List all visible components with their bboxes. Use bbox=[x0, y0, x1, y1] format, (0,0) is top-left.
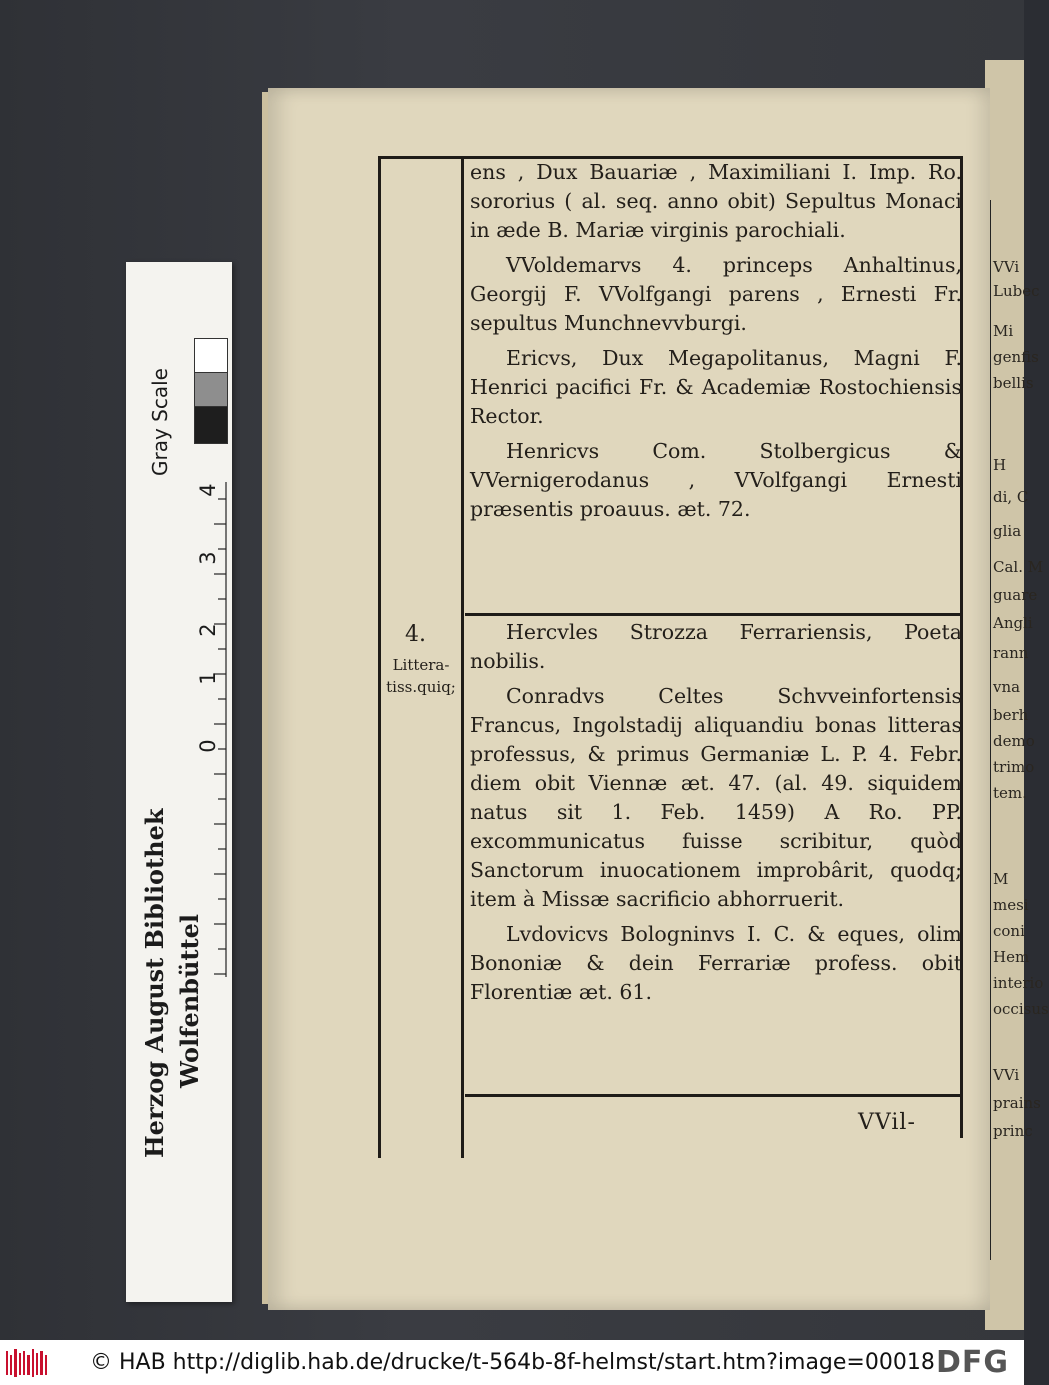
next-page-fragment: trimo bbox=[993, 758, 1035, 776]
text-block-upper bbox=[470, 158, 962, 530]
next-page-fragment: Angli bbox=[993, 614, 1033, 632]
catchword: VVil- bbox=[858, 1110, 916, 1135]
library-city: Wolfenbüttel bbox=[175, 914, 204, 1088]
next-page-fragment: demo bbox=[993, 732, 1035, 750]
next-page-fragment: prains bbox=[993, 1094, 1041, 1112]
next-page-fragment: coni bbox=[993, 922, 1025, 940]
frame-left-rule bbox=[378, 158, 381, 1158]
ruler-number: 4 bbox=[196, 483, 220, 497]
paragraph: Henricvs Com. Stolbergicus & VVernigerodanus , VVolfgangi Ernesti præsentis proauus. æt. 72. bbox=[470, 439, 962, 521]
gray-swatch-white bbox=[194, 338, 228, 374]
frame-column-rule bbox=[461, 158, 464, 1158]
bottom-rule bbox=[465, 1094, 961, 1097]
next-page-fragment: di, C bbox=[993, 488, 1029, 506]
ruler-number: 2 bbox=[196, 623, 220, 637]
gray-swatch-gray bbox=[194, 372, 228, 408]
ruler-number: 3 bbox=[196, 551, 220, 565]
gray-scale-label: Gray Scale bbox=[148, 368, 172, 476]
library-name: Herzog August Bibliothek bbox=[140, 808, 169, 1158]
next-page-fragment: VVi bbox=[993, 1066, 1020, 1084]
paragraph: VVoldemarvs 4. princeps Anhaltinus, Georgij F. VVolfgangi parens , Ernesti Fr. sepultus Munchnevvburgi. bbox=[470, 253, 962, 335]
paragraph: Ericvs, Dux Megapolitanus, Magni F. Henrici pacifici Fr. & Academiæ Rostochiensis Rector. bbox=[470, 346, 962, 428]
next-page-fragment: Cal. M bbox=[993, 558, 1044, 576]
next-page-fragment: M bbox=[993, 870, 1009, 888]
margin-number: 4. bbox=[405, 622, 426, 647]
next-page-fragment: Hem bbox=[993, 948, 1030, 966]
dfg-logo: DFG bbox=[936, 1345, 1010, 1380]
text-block-lower bbox=[470, 618, 962, 1013]
next-page-fragment: interio bbox=[993, 974, 1044, 992]
next-page-fragment: H bbox=[993, 456, 1007, 474]
margin-note-line: tiss.quiq; bbox=[386, 678, 456, 696]
next-page-fragment: tem. bbox=[993, 784, 1027, 802]
next-page-fragment: guare bbox=[993, 586, 1038, 604]
copyright-link[interactable]: © HAB http://diglib.hab.de/drucke/t-564b-8f-helmst/start.htm?image=00018 bbox=[90, 1350, 935, 1375]
ruler-number: 1 bbox=[196, 671, 220, 685]
barcode-icon bbox=[6, 1349, 50, 1377]
next-page-fragment: rann bbox=[993, 644, 1029, 662]
ruler-number: 0 bbox=[196, 739, 220, 753]
next-page-edge bbox=[985, 60, 1049, 1330]
next-page-fragment: Mi bbox=[993, 322, 1014, 340]
section-divider-rule bbox=[465, 613, 961, 616]
next-page-fragment: mesi bbox=[993, 896, 1029, 914]
next-page-fragment: occisus bbox=[993, 1000, 1049, 1018]
next-page-fragment: VVi bbox=[993, 258, 1020, 276]
paragraph: Hercvles Strozza Ferrariensis, Poeta nobilis. bbox=[470, 620, 962, 673]
next-page-fragment: Lubec bbox=[993, 282, 1040, 300]
next-page-fragment: princ bbox=[993, 1122, 1033, 1140]
next-page-fragment: bellis bbox=[993, 374, 1034, 392]
paragraph: Lvdovicvs Bologninvs I. C. & eques, olim Bononiæ & dein Ferrariæ profess. obit Florentiæ æt. 61. bbox=[470, 922, 962, 1004]
next-page-fragment: berh bbox=[993, 706, 1029, 724]
gray-swatch-black bbox=[194, 406, 228, 444]
next-page-fragment: vna bbox=[993, 678, 1021, 696]
paragraph: ens , Dux Bauariæ , Maximiliani I. Imp. Ro. sororius ( al. seq. anno obit) Sepultus Monaci in æde B. Mariæ virginis parochiali. bbox=[470, 160, 962, 242]
margin-note-line: Littera- bbox=[392, 656, 450, 674]
paragraph: Conradvs Celtes Schvveinfortensis Francus, Ingolstadij aliquandiu bonas litteras professus, & primus Germaniæ L. P. 4. Febr. diem obit Viennæ æt. 47. (al. 49. siquidem natus sit 1. Feb. 1459) A Ro. PP. excommunicatus fuisse scribitur, quòd Sanctorum inuocationem improbârit, quodq; item à Missæ sacrificio abhorruerit. bbox=[470, 684, 962, 911]
next-page-fragment: genfis bbox=[993, 348, 1039, 366]
next-page-fragment: glia bbox=[993, 522, 1022, 540]
